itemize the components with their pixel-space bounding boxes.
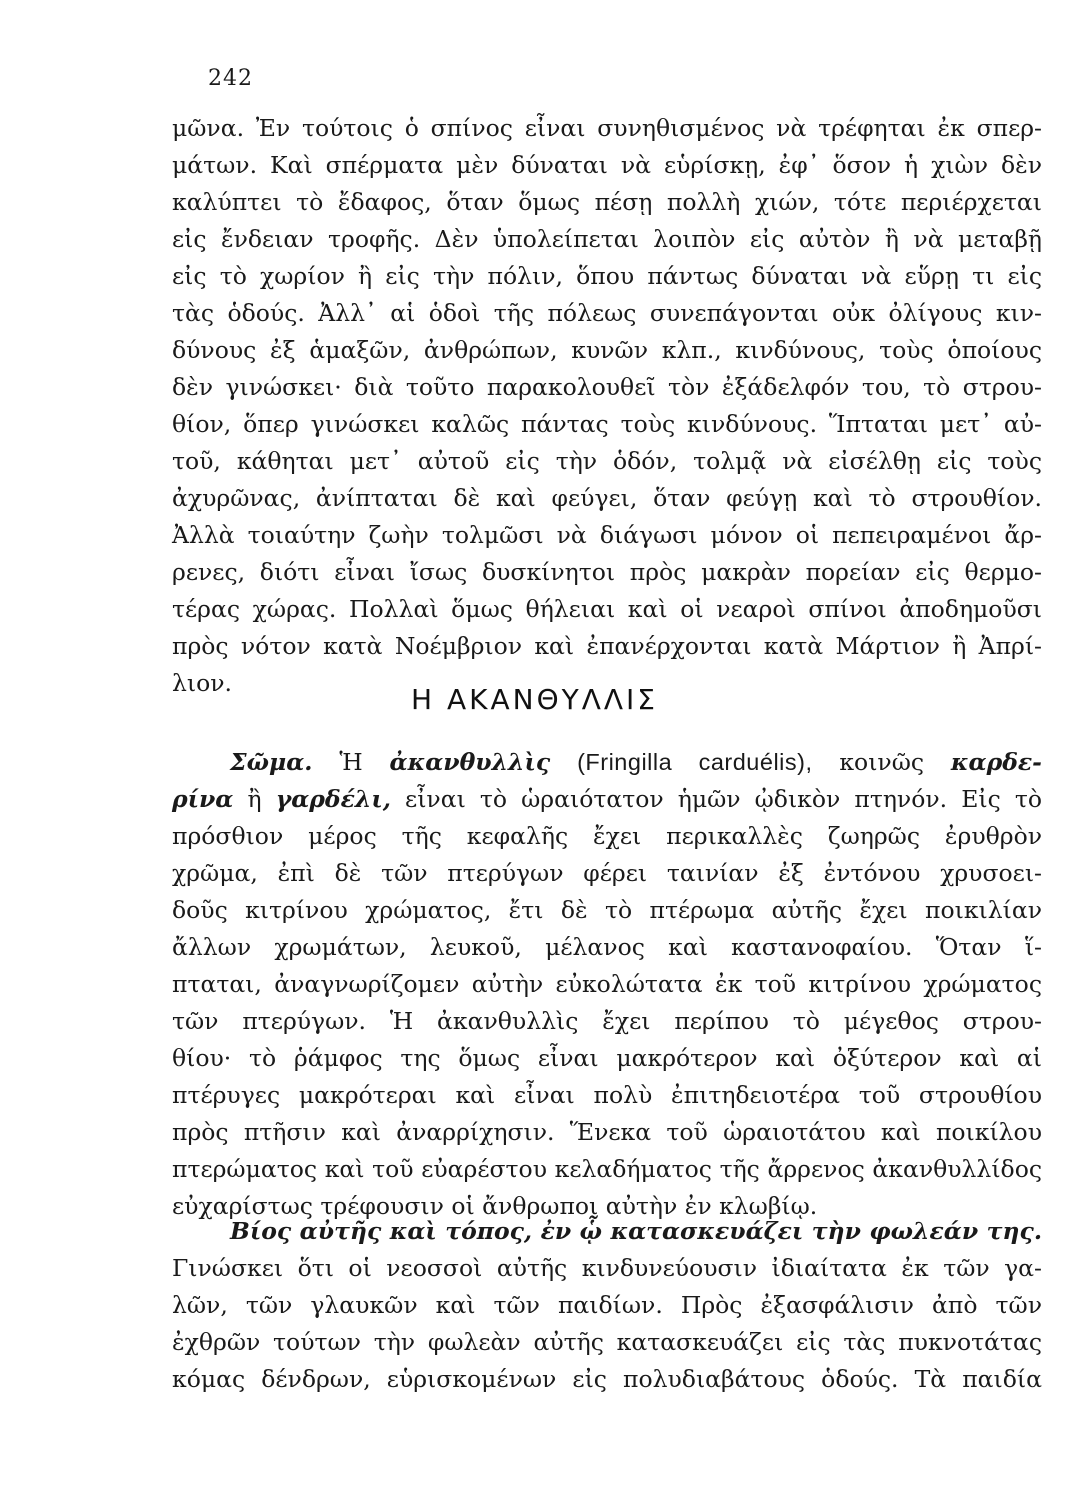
text-line: πτερώματος καὶ τοῦ εὐαρέστου κελαδήματος τῆς ἄρρενος ἀκανθυλλίδος	[172, 1155, 1042, 1183]
text-line: κόμας δένδρων, εὑρισκομένων εἰς πολυδιαβάτους ὁδούς. Τὰ παιδία	[172, 1365, 1042, 1393]
text-line: πταται, ἀναγνωρίζομεν αὐτὴν εὐκολώτατα ἐκ τοῦ κιτρίνου χρώματος	[172, 970, 1042, 998]
text-run: Ἡ	[339, 748, 363, 776]
text-line	[172, 781, 1042, 818]
text-line: εὐχαρίστως τρέφουσιν οἱ ἄνθρωποι αὐτὴν ἐν κλωβίῳ.	[172, 1192, 818, 1220]
subsection-heading: Βίος αὐτῆς καὶ τόπος, ἐν ᾧ κατασκευάζει τὴν φωλεάν της.	[230, 1217, 1042, 1245]
paragraph-life-and-nest	[172, 1213, 1042, 1398]
text-line: ρενες, διότι εἶναι ἴσως δυσκίνητοι πρὸς μακρὰν πορείαν εἰς θερμο-	[172, 558, 1042, 586]
text-line: τοῦ, κάθηται μετ᾽ αὐτοῦ εἰς τὴν ὁδόν, τολμᾷ νὰ εἰσέλθῃ εἰς τοὺς	[172, 447, 1042, 475]
text-line: μάτων. Καὶ σπέρματα μὲν δύναται νὰ εὑρίσκῃ, ἐφ᾽ ὅσον ἡ χιὼν δὲν	[172, 151, 1042, 179]
text-line: χρῶμα, ἐπὶ δὲ τῶν πτερύγων φέρει ταινίαν ἐξ ἐντόνου χρυσοει-	[172, 859, 1042, 887]
subsection-label: Σῶμα.	[230, 748, 313, 776]
common-name-bold: ρίνα	[172, 785, 234, 813]
text-line: πρὸς νότον κατὰ Νοέμβριον καὶ ἐπανέρχονται κατὰ Μάρτιον ἢ Ἀπρί-	[172, 632, 1042, 660]
text-line: δὲν γινώσκει· διὰ τοῦτο παρακολουθεῖ τὸν ἐξάδελφόν του, τὸ στρου-	[172, 373, 1042, 401]
text-line: ἄλλων χρωμάτων, λευκοῦ, μέλανος καὶ καστανοφαίου. Ὅταν ἵ-	[172, 933, 1042, 961]
text-line-with-label	[172, 744, 1042, 781]
text-line: εἰς ἔνδειαν τροφῆς. Δὲν ὑπολείπεται λοιπὸν εἰς αὐτὸν ἢ νὰ μεταβῇ	[172, 225, 1042, 253]
text-line: δύνους ἐξ ἁμαξῶν, ἀνθρώπων, κυνῶν κλπ., κινδύνους, τοὺς ὁποίους	[172, 336, 1042, 364]
text-line: δοῦς κιτρίνου χρώματος, ἔτι δὲ τὸ πτέρωμα αὐτῆς ἔχει ποικιλίαν	[172, 896, 1042, 924]
text-line: πρόσθιον μέρος τῆς κεφαλῆς ἔχει περικαλλὲς ζωηρῶς ἐρυθρὸν	[172, 822, 1042, 850]
latin-name: (Fringilla carduélis),	[577, 749, 813, 775]
text-line: πρὸς πτῆσιν καὶ ἀναρρίχησιν. Ἕνεκα τοῦ ὡραιοτάτου καὶ ποικίλου	[172, 1118, 1042, 1146]
text-line: τῶν πτερύγων. Ἡ ἀκανθυλλὶς ἔχει περίπου τὸ μέγεθος στρου-	[172, 1007, 1042, 1035]
section-heading: Η ΑΚΑΝΘΥΛΛΙΣ	[411, 683, 658, 716]
text-line: μῶνα. Ἐν τούτοις ὁ σπίνος εἶναι συνηθισμένος νὰ τρέφηται ἐκ σπερ-	[172, 114, 1042, 142]
text-line: ἐχθρῶν τούτων τὴν φωλεὰν αὐτῆς κατασκευάζει εἰς τὰς πυκνοτάτας	[172, 1328, 1042, 1356]
text-line: πτέρυγες μακρότεραι καὶ εἶναι πολὺ ἐπιτηδειοτέρα τοῦ στρουθίου	[172, 1081, 1042, 1109]
paragraph-spinos-winter	[172, 110, 1042, 702]
text-line: λιον.	[172, 669, 233, 697]
text-line: ἀχυρῶνας, ἀνίπταται δὲ καὶ φεύγει, ὅταν φεύγῃ καὶ τὸ στρουθίον.	[172, 484, 1042, 512]
subsection-heading-line	[172, 1213, 1042, 1250]
bird-name-bold: ἀκανθυλλὶς	[389, 748, 551, 776]
text-run: κοινῶς	[839, 748, 925, 776]
common-name-bold: γαρδέλι,	[275, 785, 391, 813]
text-line: τὰς ὁδούς. Ἀλλ᾽ αἱ ὁδοὶ τῆς πόλεως συνεπάγονται οὐκ ὀλίγους κιν-	[172, 299, 1042, 327]
text-line: καλύπτει τὸ ἔδαφος, ὅταν ὅμως πέσῃ πολλὴ χιών, τότε περιέρχεται	[172, 188, 1042, 216]
text-line: λῶν, τῶν γλαυκῶν καὶ τῶν παιδίων. Πρὸς ἐξασφάλισιν ἀπὸ τῶν	[172, 1291, 1042, 1319]
text-line: εἰς τὸ χωρίον ἢ εἰς τὴν πόλιν, ὅπου πάντως δύναται νὰ εὕρῃ τι εἰς	[172, 262, 1042, 290]
paragraph-body-description	[172, 744, 1042, 1225]
text-run: ἢ	[247, 785, 262, 813]
text-line: Ἀλλὰ τοιαύτην ζωὴν τολμῶσι νὰ διάγωσι μόνον οἱ πεπειραμένοι ἄρ-	[172, 521, 1042, 549]
text-line: θίου· τὸ ῥάμφος της ὅμως εἶναι μακρότερον καὶ ὀξύτερον καὶ αἱ	[172, 1044, 1042, 1072]
text-run: εἶναι τὸ ὡραιότατον ἡμῶν ᾠδικὸν πτηνόν. Εἰς τὸ	[405, 785, 1042, 813]
page-number: 242	[208, 66, 253, 91]
text-line: Γινώσκει ὅτι οἱ νεοσσοὶ αὐτῆς κινδυνεύουσιν ἰδιαίτατα ἐκ τῶν γα-	[172, 1254, 1042, 1282]
common-name-bold: καρδε-	[950, 748, 1042, 776]
text-line: θίον, ὅπερ γινώσκει καλῶς πάντας τοὺς κινδύνους. Ἵπταται μετ᾽ αὐ-	[172, 410, 1042, 438]
text-line: τέρας χώρας. Πολλαὶ ὅμως θήλειαι καὶ οἱ νεαροὶ σπίνοι ἀποδημοῦσι	[172, 595, 1042, 623]
